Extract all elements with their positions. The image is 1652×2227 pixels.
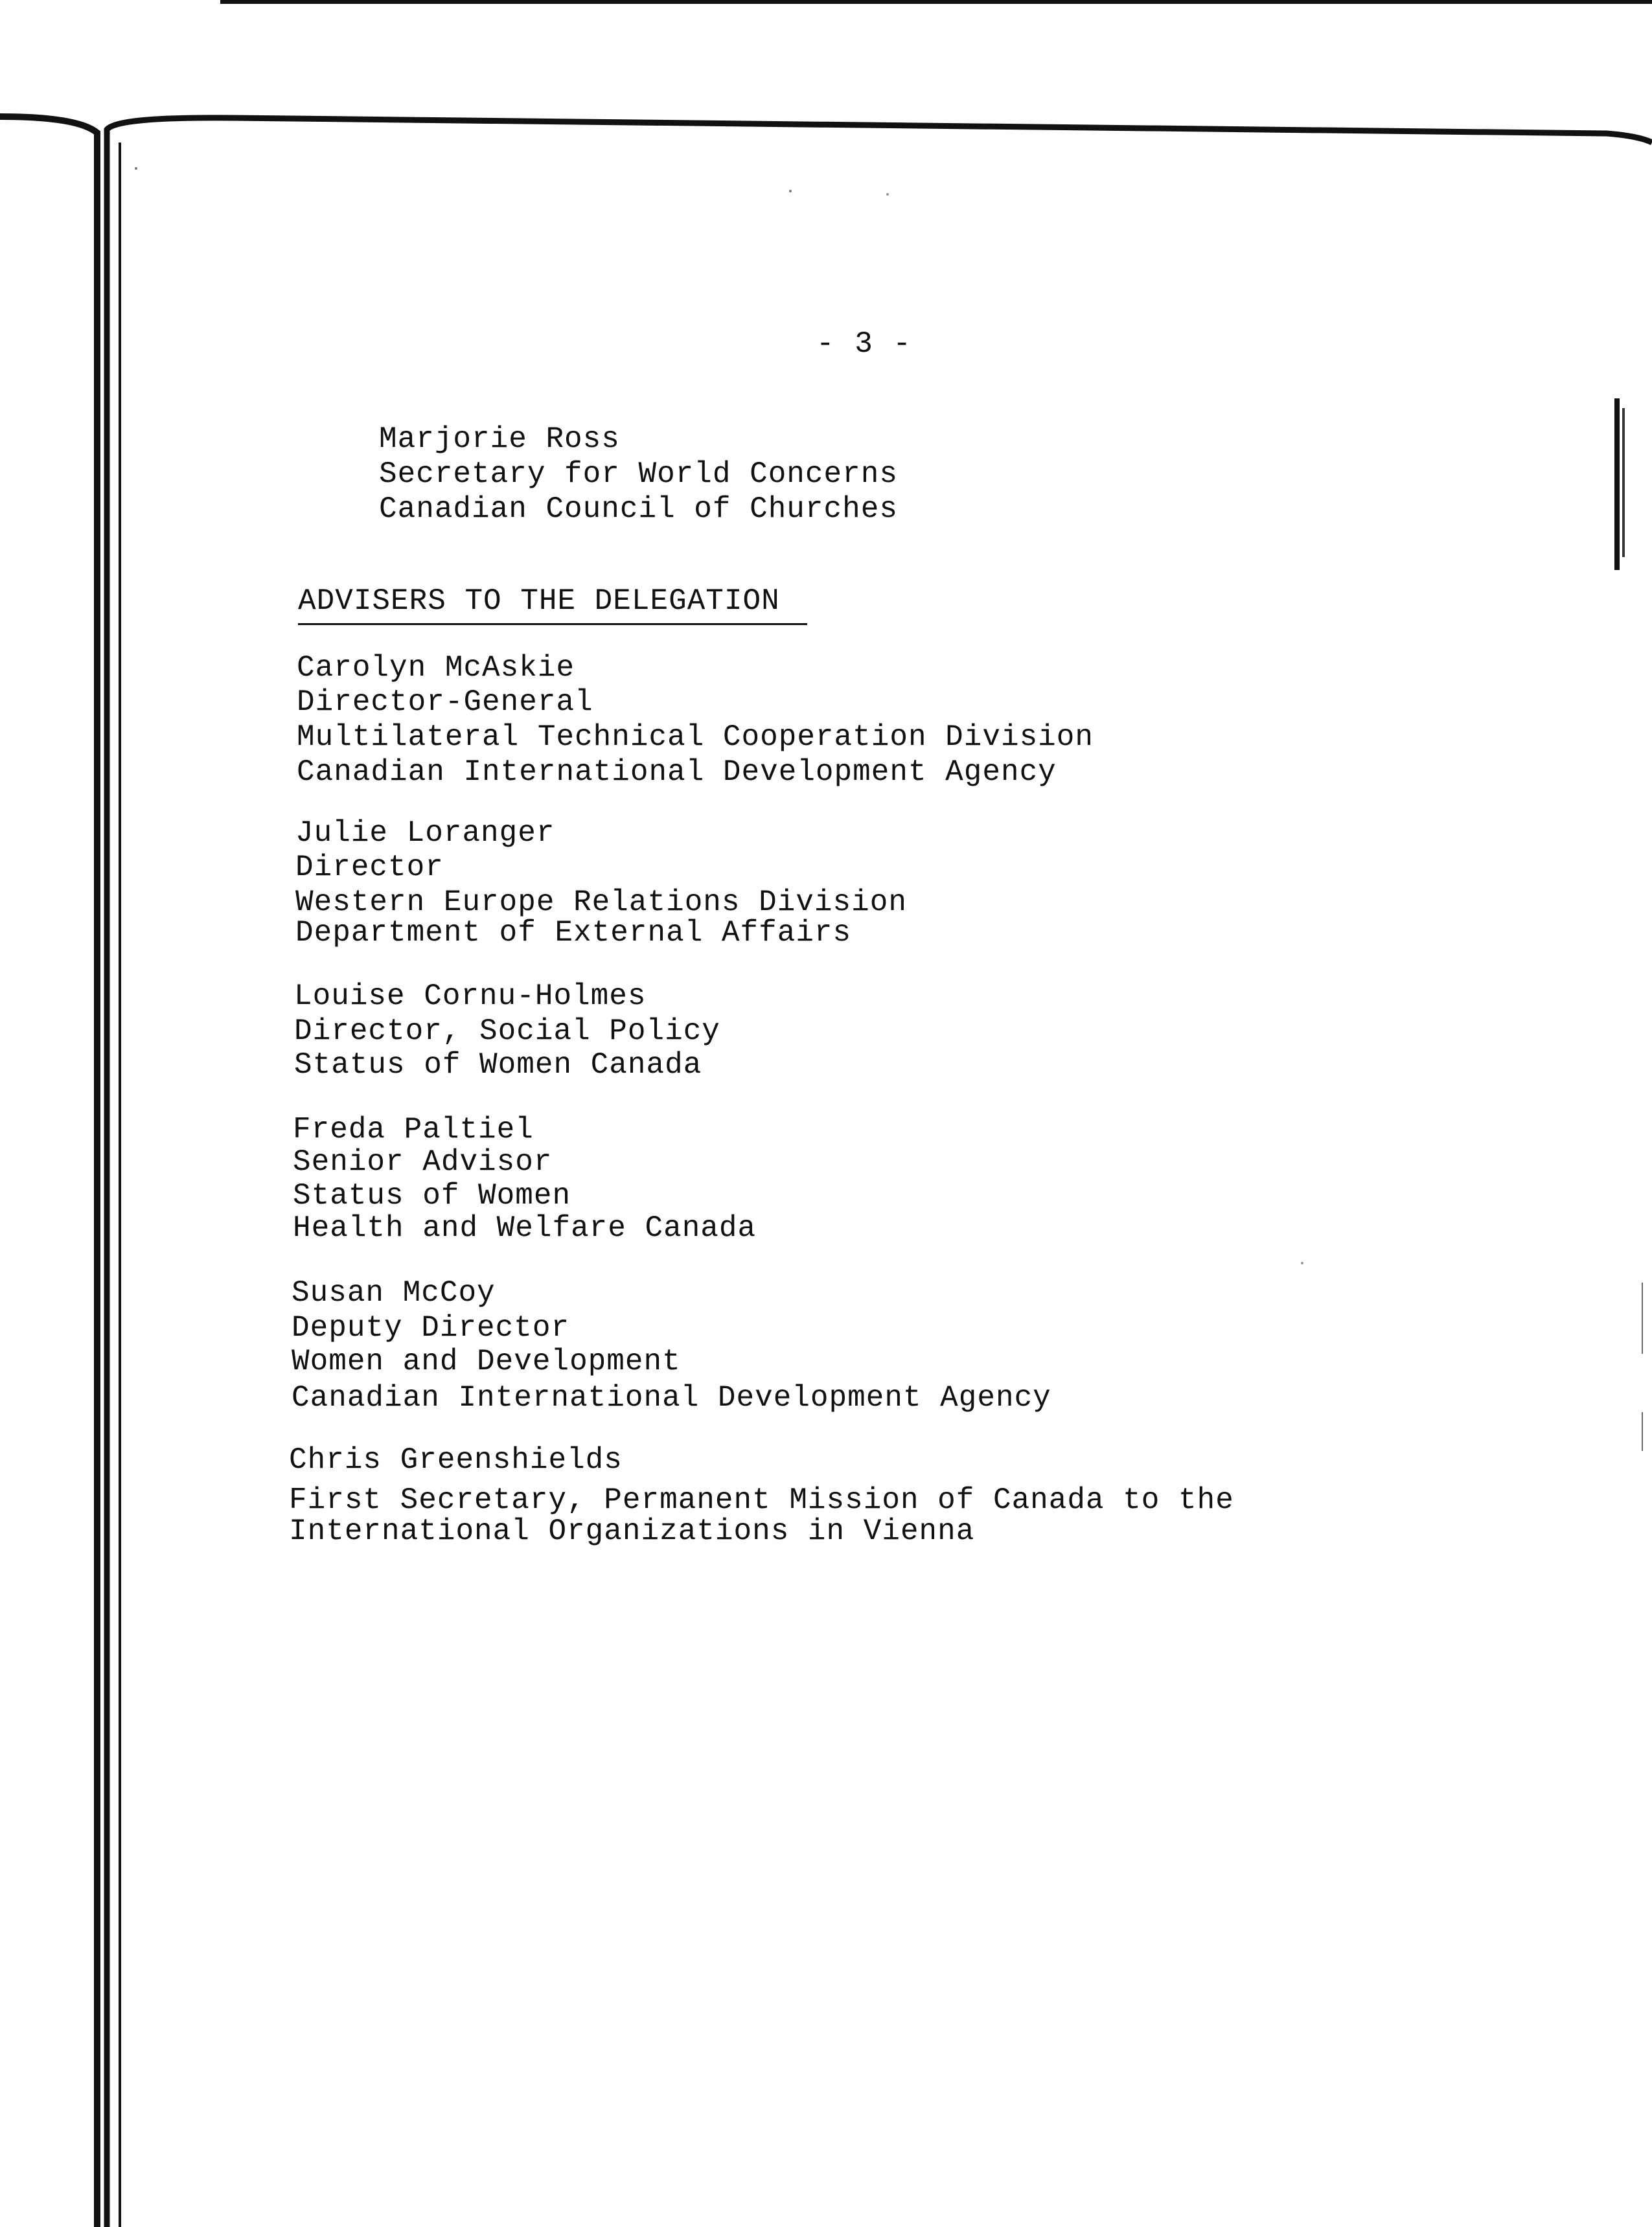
adviser-division: Status of Women — [293, 1179, 571, 1213]
adviser-title: Director — [295, 851, 444, 884]
top-entry-title: Secretary for World Concerns — [379, 457, 898, 491]
adviser-organization: Department of External Affairs — [295, 916, 852, 950]
adviser-division: Women and Development — [292, 1345, 681, 1378]
advisers-heading: ADVISERS TO THE DELEGATION — [298, 584, 780, 618]
adviser-name: Susan McCoy — [292, 1276, 496, 1310]
adviser-title: Deputy Director — [292, 1311, 570, 1345]
adviser-division: Multilateral Technical Cooperation Division — [297, 720, 1094, 754]
adviser-title: Director, Social Policy — [294, 1014, 720, 1048]
adviser-name: Chris Greenshields — [289, 1443, 623, 1477]
adviser-name: Julie Loranger — [295, 816, 555, 850]
adviser-division: Western Europe Relations Division — [295, 885, 907, 919]
adviser-organization: Health and Welfare Canada — [293, 1211, 757, 1245]
top-entry-name: Marjorie Ross — [379, 422, 620, 456]
adviser-name: Freda Paltiel — [293, 1113, 534, 1147]
adviser-name: Carolyn McAskie — [297, 651, 575, 685]
adviser-title: Senior Advisor — [293, 1145, 553, 1179]
adviser-title: Director-General — [297, 685, 593, 719]
adviser-organization: Canadian International Development Agency — [297, 755, 1057, 789]
top-entry-organization: Canadian Council of Churches — [379, 492, 898, 526]
adviser-name: Louise Cornu-Holmes — [294, 979, 647, 1013]
adviser-organization: International Organizations in Vienna — [289, 1514, 975, 1548]
adviser-organization: Canadian International Development Agency — [292, 1381, 1051, 1415]
adviser-organization: Status of Women Canada — [294, 1048, 702, 1082]
adviser-title: First Secretary, Permanent Mission of Canada to the — [289, 1483, 1234, 1517]
heading-underline — [298, 623, 807, 625]
page-number: - 3 - — [816, 327, 913, 361]
